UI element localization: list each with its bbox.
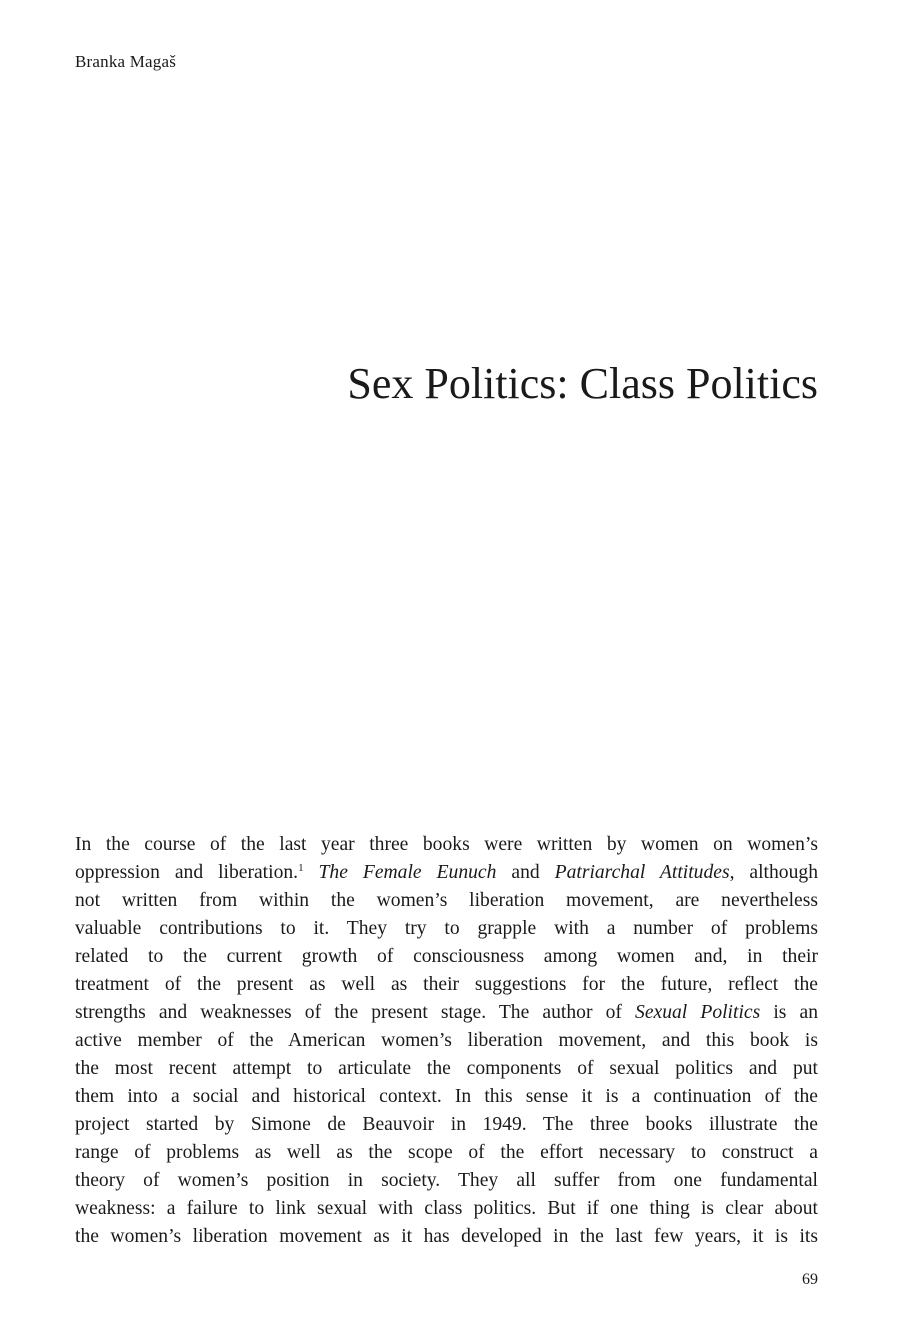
body-line xyxy=(75,943,818,971)
body-text-run: strengths and weaknesses of the present stage. The author of xyxy=(75,1002,636,1023)
book-title: Sexual Politics xyxy=(635,1002,761,1023)
body-text-run: the most recent attempt to articulate the components of sexual politics and put xyxy=(75,1058,818,1079)
page-number: 69 xyxy=(802,1271,818,1288)
body-text-run: and xyxy=(496,862,555,883)
body-line xyxy=(75,971,818,999)
body-text-run: them into a social and historical context. In this sense it is a continuation of the xyxy=(75,1086,818,1107)
body-line xyxy=(75,1055,818,1083)
body-paragraph xyxy=(75,831,818,1251)
body-text-run: oppression and liberation. xyxy=(75,862,299,883)
body-text-run: project started by Simone de Beauvoir in 1949. The three books illustrate the xyxy=(75,1114,818,1135)
body-line xyxy=(75,999,818,1027)
body-line xyxy=(75,831,818,859)
footnote-marker: 1 xyxy=(298,862,304,874)
article-title: Sex Politics: Class Politics xyxy=(347,359,818,408)
body-line xyxy=(75,859,818,887)
body-text-run: range of problems as well as the scope of the effort necessary to construct a xyxy=(75,1142,818,1163)
body-line xyxy=(75,1167,818,1195)
body-text-run: treatment of the present as well as their suggestions for the future, reflect the xyxy=(75,974,818,995)
body-text-run: active member of the American women’s liberation movement, and this book is xyxy=(75,1030,818,1051)
body-text-run: is an xyxy=(760,1002,818,1023)
body-line xyxy=(75,915,818,943)
book-title: Patriarchal Attitudes xyxy=(554,862,730,883)
body-text-run: the women’s liberation movement as it has developed in the last few years, it is its xyxy=(75,1226,818,1247)
body-text-run: weakness: a failure to link sexual with class politics. But if one thing is clear about xyxy=(75,1198,818,1219)
body-text-run xyxy=(304,862,319,883)
body-line xyxy=(75,1223,818,1251)
body-text-run: not written from within the women’s liberation movement, are nevertheless xyxy=(75,890,818,911)
body-text-run: , although xyxy=(729,862,818,883)
body-text-run: valuable contributions to it. They try to grapple with a number of problems xyxy=(75,918,818,939)
body-line xyxy=(75,1139,818,1167)
running-head-author: Branka Magaš xyxy=(75,52,177,71)
body-line xyxy=(75,1027,818,1055)
body-text-run: theory of women’s position in society. They all suffer from one fundamental xyxy=(75,1170,818,1191)
body-text-run: related to the current growth of consciousness among women and, in their xyxy=(75,946,818,967)
body-line xyxy=(75,887,818,915)
body-line xyxy=(75,1195,818,1223)
body-line xyxy=(75,1111,818,1139)
book-title: The Female Eunuch xyxy=(318,862,497,883)
body-line xyxy=(75,1083,818,1111)
body-text-run: In the course of the last year three books were written by women on women’s xyxy=(75,834,818,855)
